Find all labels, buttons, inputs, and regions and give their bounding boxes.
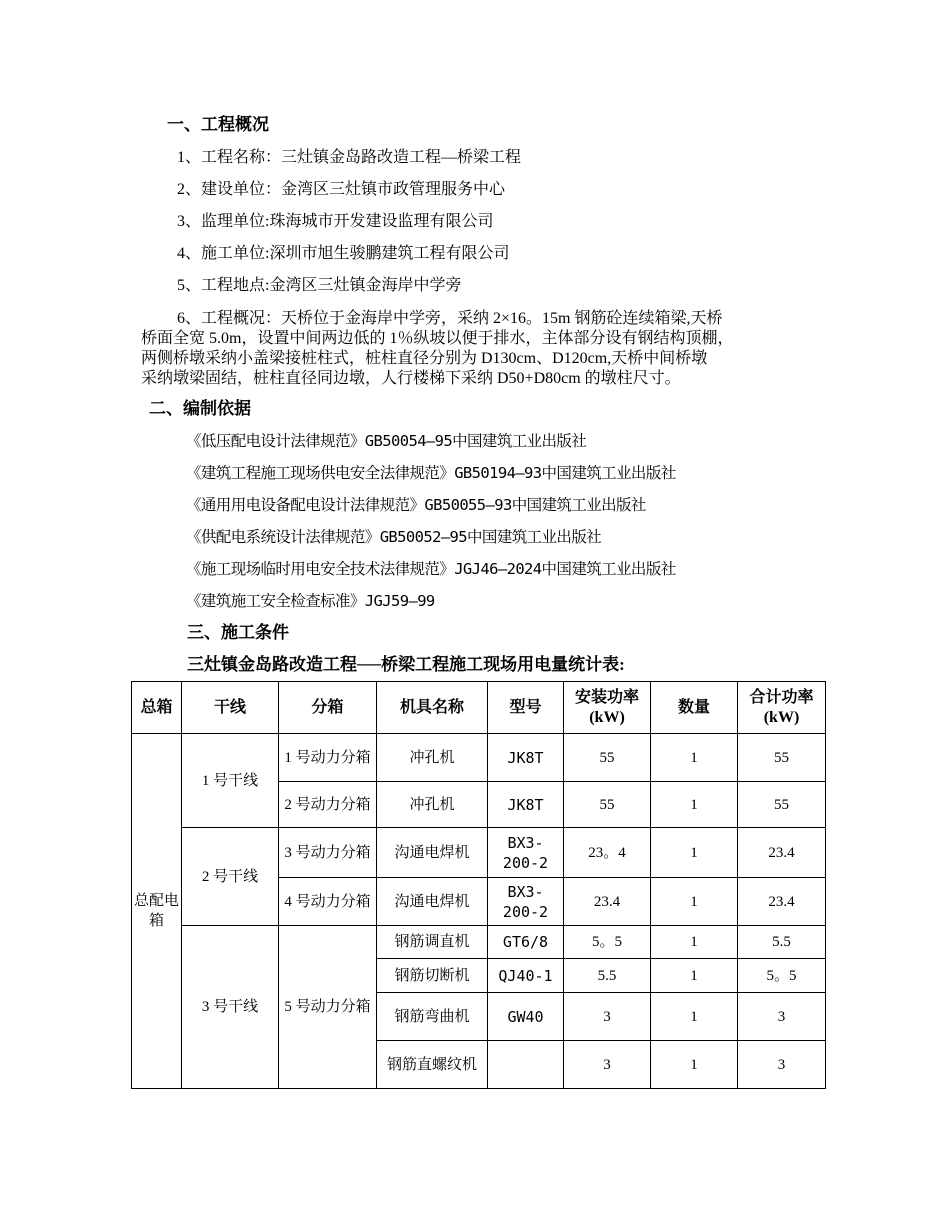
header-total-power: 合计功率(kW) (738, 682, 826, 734)
overview-item-summary (141, 309, 821, 389)
reference-item: 《建筑工程施工现场供电安全法律规范》GB50194—93中国建筑工业出版社 (186, 464, 676, 482)
total-cell: 3 (738, 1041, 826, 1089)
header-installed-power: 安装功率(kW) (564, 682, 651, 734)
reference-item: 《建筑施工安全检查标准》JGJ59—99 (186, 592, 435, 610)
qty-cell: 1 (651, 734, 738, 782)
summary-line: 采纳墩梁固结，桩柱直径同边墩，人行楼梯下采纳 D50+D80cm 的墩柱尺寸。 (141, 370, 681, 387)
power-usage-table (131, 681, 826, 1089)
machine-name-cell: 钢筋弯曲机 (377, 993, 488, 1041)
model-cell: BX3-200-2 (488, 828, 564, 878)
model-cell: JK8T (488, 734, 564, 782)
trunk-cell: 1 号干线 (182, 734, 279, 828)
section-heading-conditions: 三、施工条件 (187, 623, 289, 642)
sub-box-cell: 3 号动力分箱 (279, 828, 377, 878)
header-main-box: 总箱 (132, 682, 182, 734)
trunk-cell: 2 号干线 (182, 828, 279, 926)
total-cell: 23.4 (738, 878, 826, 926)
power-cell: 5.5 (564, 959, 651, 993)
section-heading-basis: 二、编制依据 (149, 399, 251, 418)
total-cell: 55 (738, 782, 826, 828)
machine-name-cell: 冲孔机 (377, 782, 488, 828)
power-cell: 23。4 (564, 828, 651, 878)
overview-item-contractor: 4、施工单位:深圳市旭生骏鹏建筑工程有限公司 (177, 245, 510, 262)
model-cell: JK8T (488, 782, 564, 828)
qty-cell: 1 (651, 878, 738, 926)
machine-name-cell: 钢筋切断机 (377, 959, 488, 993)
overview-item-project-name: 1、工程名称：三灶镇金岛路改造工程—桥梁工程 (177, 149, 522, 166)
reference-item: 《通用用电设备配电设计法律规范》GB50055—93中国建筑工业出版社 (186, 496, 646, 514)
power-cell: 3 (564, 1041, 651, 1089)
machine-name-cell: 冲孔机 (377, 734, 488, 782)
sub-box-cell: 1 号动力分箱 (279, 734, 377, 782)
table-title: 三灶镇金岛路改造工程──桥梁工程施工现场用电量统计表: (187, 655, 625, 674)
total-cell: 55 (738, 734, 826, 782)
power-cell: 3 (564, 993, 651, 1041)
reference-item: 《供配电系统设计法律规范》GB50052—95中国建筑工业出版社 (186, 528, 602, 546)
machine-name-cell: 沟通电焊机 (377, 828, 488, 878)
model-cell: QJ40-1 (488, 959, 564, 993)
qty-cell: 1 (651, 993, 738, 1041)
model-cell: GW40 (488, 993, 564, 1041)
qty-cell: 1 (651, 828, 738, 878)
power-cell: 55 (564, 782, 651, 828)
sub-box-cell: 5 号动力分箱 (279, 926, 377, 1089)
sub-box-cell: 2 号动力分箱 (279, 782, 377, 828)
machine-name-cell: 沟通电焊机 (377, 878, 488, 926)
table-row (132, 926, 826, 959)
summary-line: 6、工程概况：天桥位于金海岸中学旁，采纳 2×16。15m 钢筋砼连续箱梁,天桥 (177, 310, 723, 327)
power-cell: 5。5 (564, 926, 651, 959)
sub-box-cell: 4 号动力分箱 (279, 878, 377, 926)
table-row (132, 734, 826, 782)
model-cell: BX3-200-2 (488, 878, 564, 926)
trunk-cell: 3 号干线 (182, 926, 279, 1089)
reference-item: 《施工现场临时用电安全技术法律规范》JGJ46—2024中国建筑工业出版社 (186, 560, 676, 578)
table-row (132, 828, 826, 878)
header-quantity: 数量 (651, 682, 738, 734)
total-cell: 23.4 (738, 828, 826, 878)
machine-name-cell: 钢筋直螺纹机 (377, 1041, 488, 1089)
summary-line: 桥面全宽 5.0m，设置中间两边低的 1％纵坡以便于排水，主体部分设有钢结构顶棚， (141, 330, 734, 347)
header-sub-box: 分箱 (279, 682, 377, 734)
total-cell: 3 (738, 993, 826, 1041)
overview-item-supervisor: 3、监理单位:珠海城市开发建设监理有限公司 (177, 213, 494, 230)
power-cell: 23.4 (564, 878, 651, 926)
header-trunk: 干线 (182, 682, 279, 734)
total-cell: 5.5 (738, 926, 826, 959)
header-machine-name: 机具名称 (377, 682, 488, 734)
total-cell: 5。5 (738, 959, 826, 993)
section-heading-overview: 一、工程概况 (167, 115, 269, 134)
overview-item-location: 5、工程地点:金湾区三灶镇金海岸中学旁 (177, 277, 462, 294)
reference-item: 《低压配电设计法律规范》GB50054—95中国建筑工业出版社 (186, 432, 587, 450)
table-header-row (132, 682, 826, 734)
summary-line: 两侧桥墩采纳小盖梁接桩柱式，桩柱直径分别为 D130cm、D120cm,天桥中间桥墩 (141, 350, 708, 367)
machine-name-cell: 钢筋调直机 (377, 926, 488, 959)
qty-cell: 1 (651, 959, 738, 993)
model-cell: GT6/8 (488, 926, 564, 959)
main-box-cell: 总配电箱 (132, 734, 182, 1089)
qty-cell: 1 (651, 782, 738, 828)
overview-item-owner: 2、建设单位：金湾区三灶镇市政管理服务中心 (177, 181, 506, 198)
qty-cell: 1 (651, 926, 738, 959)
qty-cell: 1 (651, 1041, 738, 1089)
header-model: 型号 (488, 682, 564, 734)
model-cell (488, 1041, 564, 1089)
power-cell: 55 (564, 734, 651, 782)
